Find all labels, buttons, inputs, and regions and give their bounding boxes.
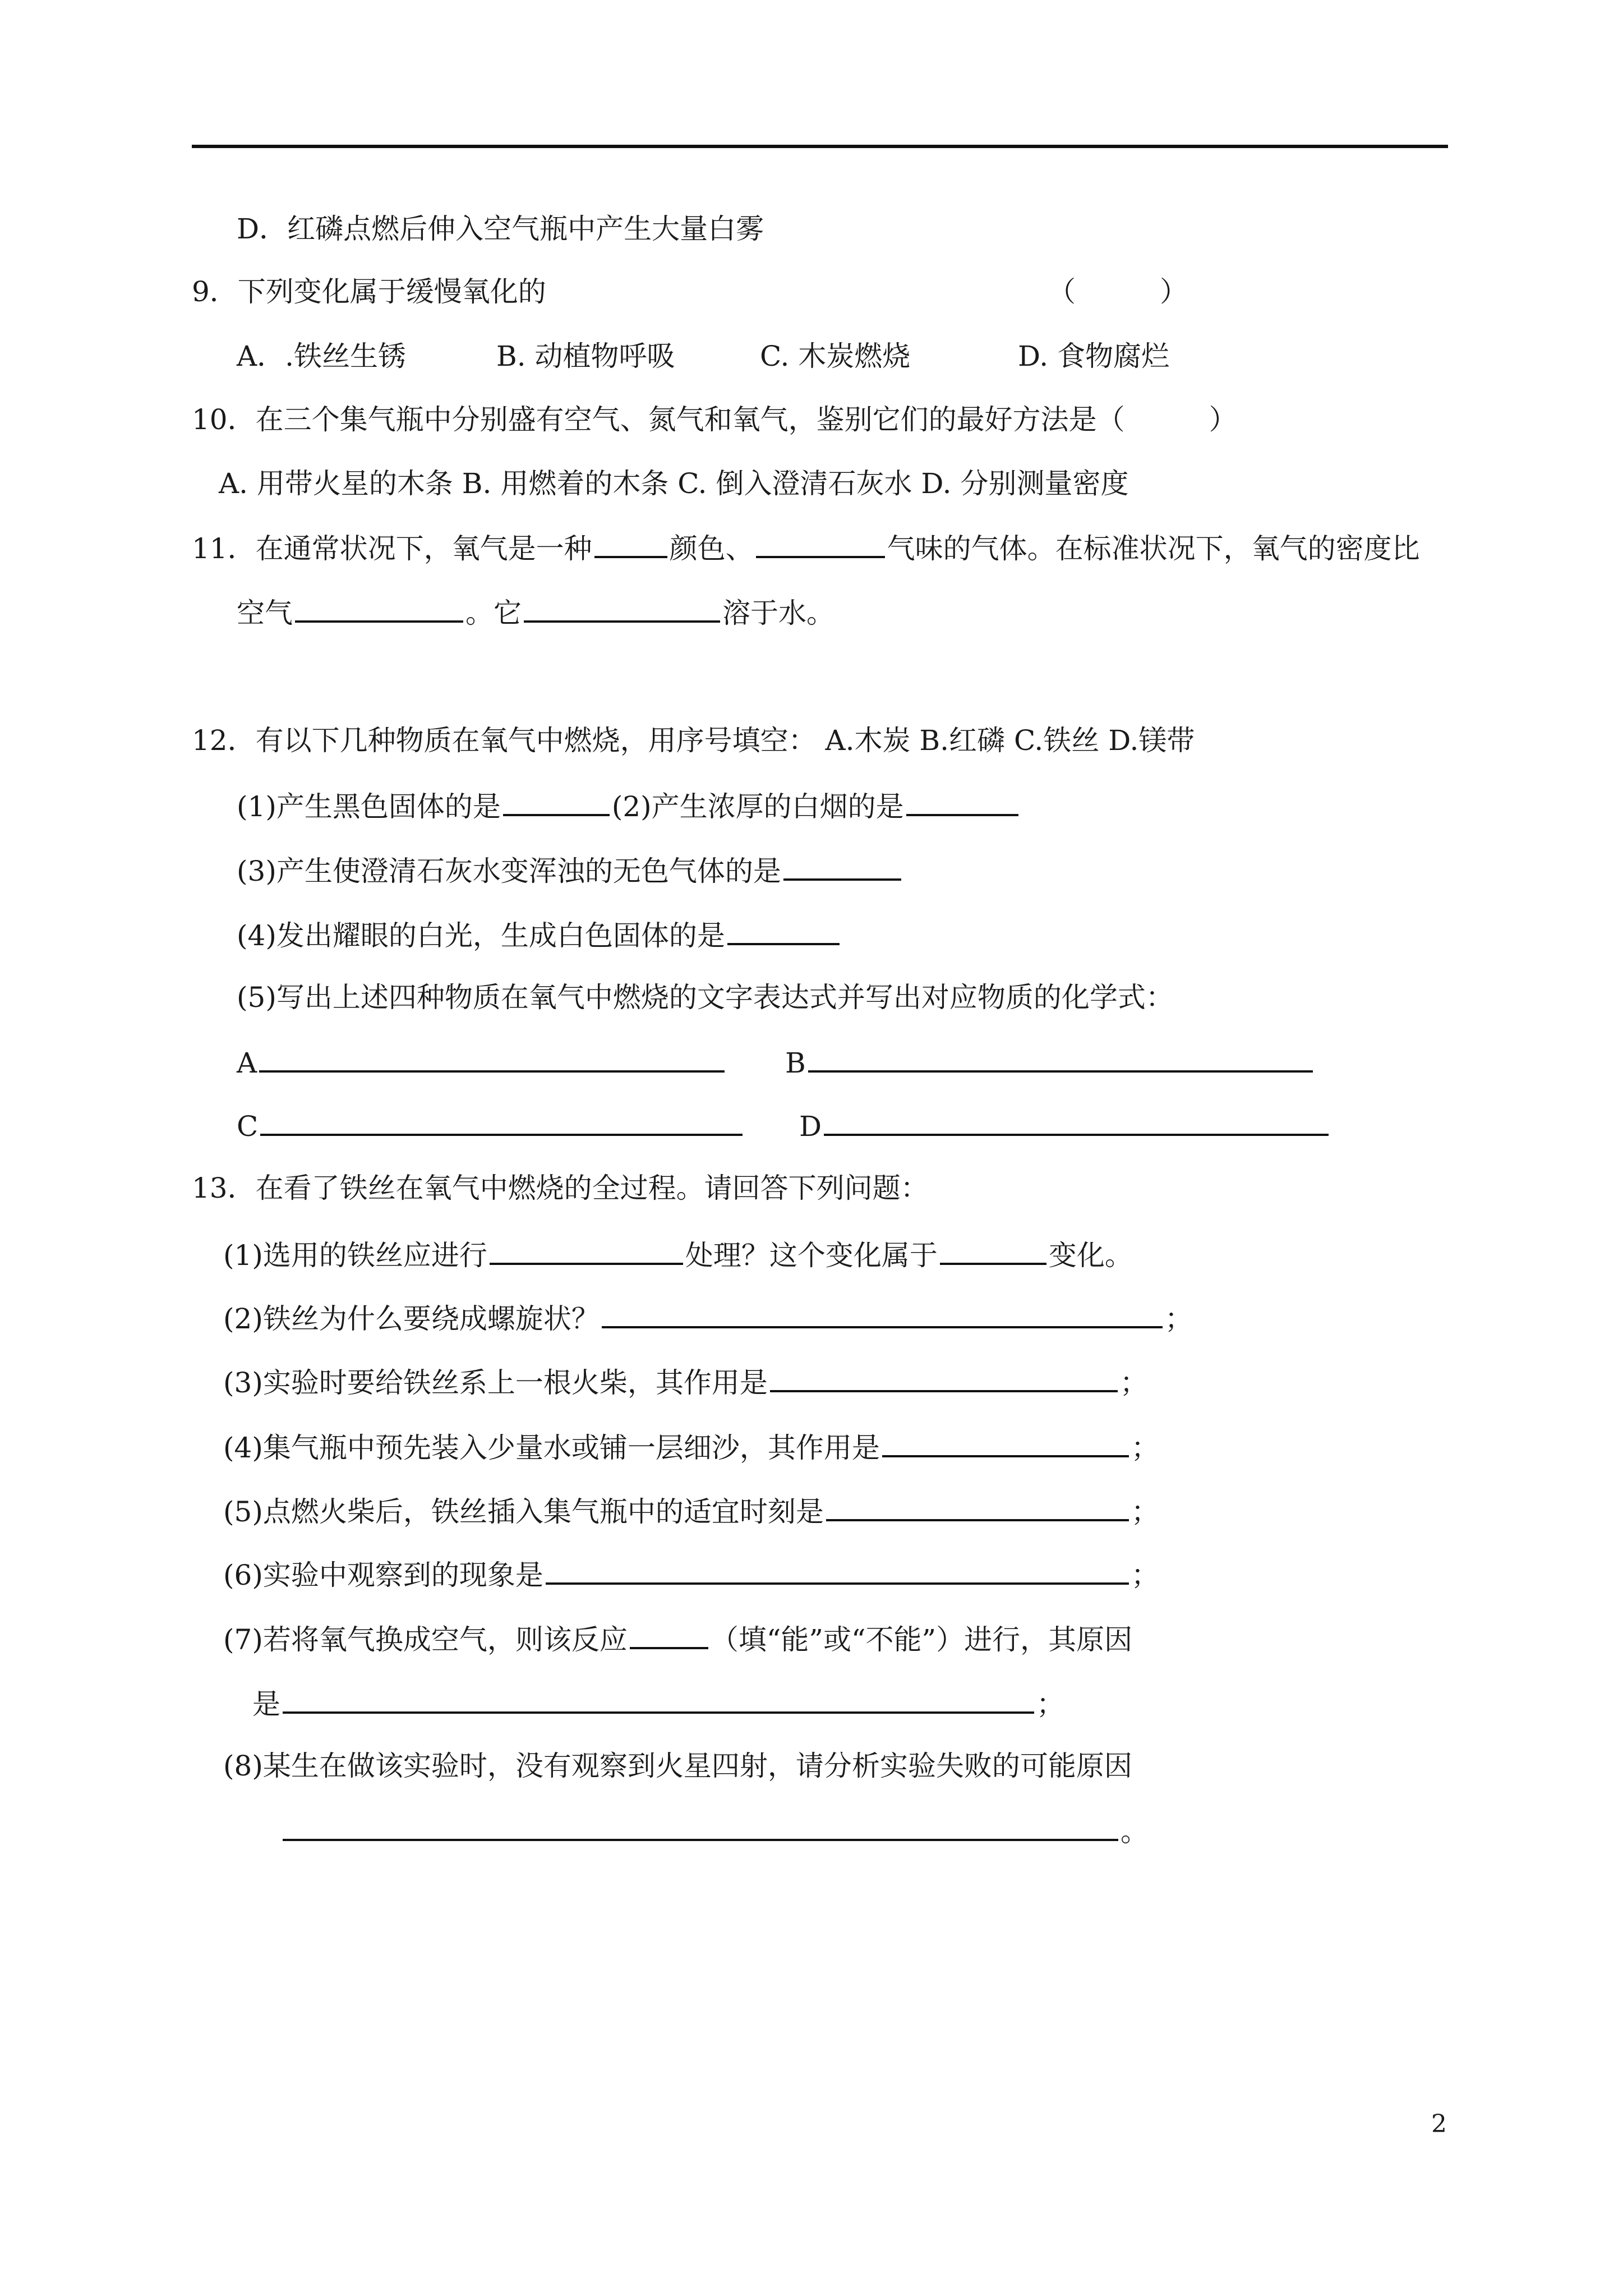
q13-sub-7 xyxy=(223,1621,1132,1657)
q13-blank-3[interactable] xyxy=(770,1364,1118,1392)
q13-period-8: 。 xyxy=(1121,1815,1149,1848)
q13-sub-8: (8)某生在做该实验时，没有观察到火星四射，请分析实验失败的可能原因 xyxy=(223,1750,1132,1782)
q13-blank-7b[interactable] xyxy=(283,1686,1034,1714)
q11-blank-solubility[interactable] xyxy=(524,595,720,623)
q13-blank-7a[interactable] xyxy=(630,1621,708,1649)
q13-text-7c: 是 xyxy=(252,1688,280,1720)
q11-text-4: 空气 xyxy=(237,597,293,629)
q13-text-7a: (7)若将氧气换成空气，则该反应 xyxy=(223,1623,628,1656)
q12-blank-2[interactable] xyxy=(906,788,1018,816)
q13-semicolon-4: ； xyxy=(1131,1432,1159,1464)
q13-sub-1 xyxy=(223,1237,1133,1272)
q13-blank-1b[interactable] xyxy=(940,1237,1046,1265)
page-number: 2 xyxy=(1431,2110,1447,2138)
q13-text-6: (6)实验中观察到的现象是 xyxy=(223,1559,543,1591)
q12-blank-3[interactable] xyxy=(783,853,901,881)
q10-stem: 10．在三个集气瓶中分别盛有空气、氮气和氧气，鉴别它们的最好方法是（ ） xyxy=(192,403,1237,436)
q11-blank-odor[interactable] xyxy=(756,530,885,558)
q13-text-4: (4)集气瓶中预先装入少量水或铺一层细沙，其作用是 xyxy=(223,1432,880,1464)
q13-text-3: (3)实验时要给铁丝系上一根火柴，其作用是 xyxy=(223,1366,768,1399)
q13-sub-8-cont xyxy=(280,1813,1149,1848)
q13-sub-6 xyxy=(223,1557,1159,1592)
q11-text-1: 11．在通常状况下，氧气是一种 xyxy=(192,532,592,565)
q12-stem: 12．有以下几种物质在氧气中燃烧，用序号填空： A.木炭 B.红磷 C.铁丝 D.镁带 xyxy=(192,724,1195,757)
q13-blank-4[interactable] xyxy=(882,1429,1129,1457)
q12-blank-c[interactable] xyxy=(260,1108,743,1136)
q13-sub-2 xyxy=(223,1300,1193,1336)
q13-stem: 13．在看了铁丝在氧气中燃烧的全过程。请回答下列问题： xyxy=(192,1172,929,1204)
q12-sub-5: (5)写出上述四种物质在氧气中燃烧的文字表达式并写出对应物质的化学式： xyxy=(237,981,1174,1014)
q13-blank-1a[interactable] xyxy=(490,1237,683,1265)
q11-text-6: 溶于水。 xyxy=(722,597,834,629)
q12-sub-1-2 xyxy=(237,788,1021,823)
q12-label-b: B xyxy=(785,1047,806,1079)
q11-text-2: 颜色、 xyxy=(669,532,754,565)
header-rule xyxy=(192,145,1448,148)
q13-blank-5[interactable] xyxy=(826,1493,1129,1521)
q12-answer-c xyxy=(237,1108,745,1143)
q12-text-1: (1)产生黑色固体的是 xyxy=(237,790,501,823)
q11-blank-color[interactable] xyxy=(594,530,667,558)
q11-line-1 xyxy=(192,530,1420,565)
q13-sub-7-cont xyxy=(252,1686,1064,1721)
q12-blank-b[interactable] xyxy=(808,1045,1313,1073)
q12-text-4: (4)发出耀眼的白光，生成白色固体的是 xyxy=(237,919,725,952)
q13-semicolon-3: ； xyxy=(1119,1366,1148,1399)
q12-answer-b xyxy=(785,1045,1315,1080)
q12-label-a: A xyxy=(237,1047,257,1079)
q12-blank-1[interactable] xyxy=(503,788,610,816)
q11-line-2 xyxy=(237,595,834,630)
q8-option-d: D．红磷点燃后伸入空气瓶中产生大量白雾 xyxy=(237,213,764,245)
q12-answer-a xyxy=(237,1045,727,1080)
q13-sub-3 xyxy=(223,1364,1148,1400)
q12-label-c: C xyxy=(237,1110,259,1143)
q11-text-5: 。它 xyxy=(465,597,522,629)
q13-semicolon-6: ； xyxy=(1131,1559,1159,1591)
q9-stem: 9．下列变化属于缓慢氧化的 xyxy=(192,275,546,308)
q9-answer-bracket: （ ） xyxy=(1048,275,1188,308)
q13-text-1b: 处理？这个变化属于 xyxy=(685,1239,938,1272)
q13-text-1a: (1)选用的铁丝应进行 xyxy=(223,1239,487,1272)
q12-label-d: D xyxy=(799,1110,822,1143)
q13-semicolon-5: ； xyxy=(1131,1496,1159,1528)
q11-text-3: 气味的气体。在标准状况下，氧气的密度比 xyxy=(887,532,1420,565)
q9-option-b: B. 动植物呼吸 xyxy=(496,340,675,372)
q10-options: A. 用带火星的木条 B. 用燃着的木条 C. 倒入澄清石灰水 D. 分别测量密度 xyxy=(219,467,1129,500)
q12-sub-4 xyxy=(237,917,842,953)
q13-blank-2[interactable] xyxy=(602,1300,1163,1328)
q12-text-3: (3)产生使澄清石灰水变浑浊的无色气体的是 xyxy=(237,855,781,887)
q12-blank-4[interactable] xyxy=(727,917,840,945)
q13-text-5: (5)点燃火柴后，铁丝插入集气瓶中的适宜时刻是 xyxy=(223,1496,824,1528)
q13-text-1c: 变化。 xyxy=(1048,1239,1133,1272)
q13-text-7b: （填“能”或“不能”）进行，其原因 xyxy=(710,1623,1133,1656)
q12-blank-d[interactable] xyxy=(824,1108,1329,1136)
q12-text-2: (2)产生浓厚的白烟的是 xyxy=(611,790,904,823)
q12-sub-3 xyxy=(237,853,903,888)
q13-sub-4 xyxy=(223,1429,1159,1465)
q13-blank-6[interactable] xyxy=(546,1557,1129,1585)
q12-answer-d xyxy=(799,1108,1331,1143)
q12-blank-a[interactable] xyxy=(259,1045,725,1073)
q9-option-d: D. 食物腐烂 xyxy=(1018,340,1170,372)
q11-blank-density[interactable] xyxy=(295,595,463,623)
q13-semicolon-7: ； xyxy=(1036,1688,1064,1720)
q13-text-2: (2)铁丝为什么要绕成螺旋状？ xyxy=(223,1303,600,1335)
q13-semicolon-2: ； xyxy=(1164,1303,1193,1335)
q13-blank-8[interactable] xyxy=(283,1813,1118,1841)
q9-option-c: C. 木炭燃烧 xyxy=(760,340,911,372)
q9-option-a: A．.铁丝生锈 xyxy=(237,340,407,372)
q13-sub-5 xyxy=(223,1493,1159,1529)
